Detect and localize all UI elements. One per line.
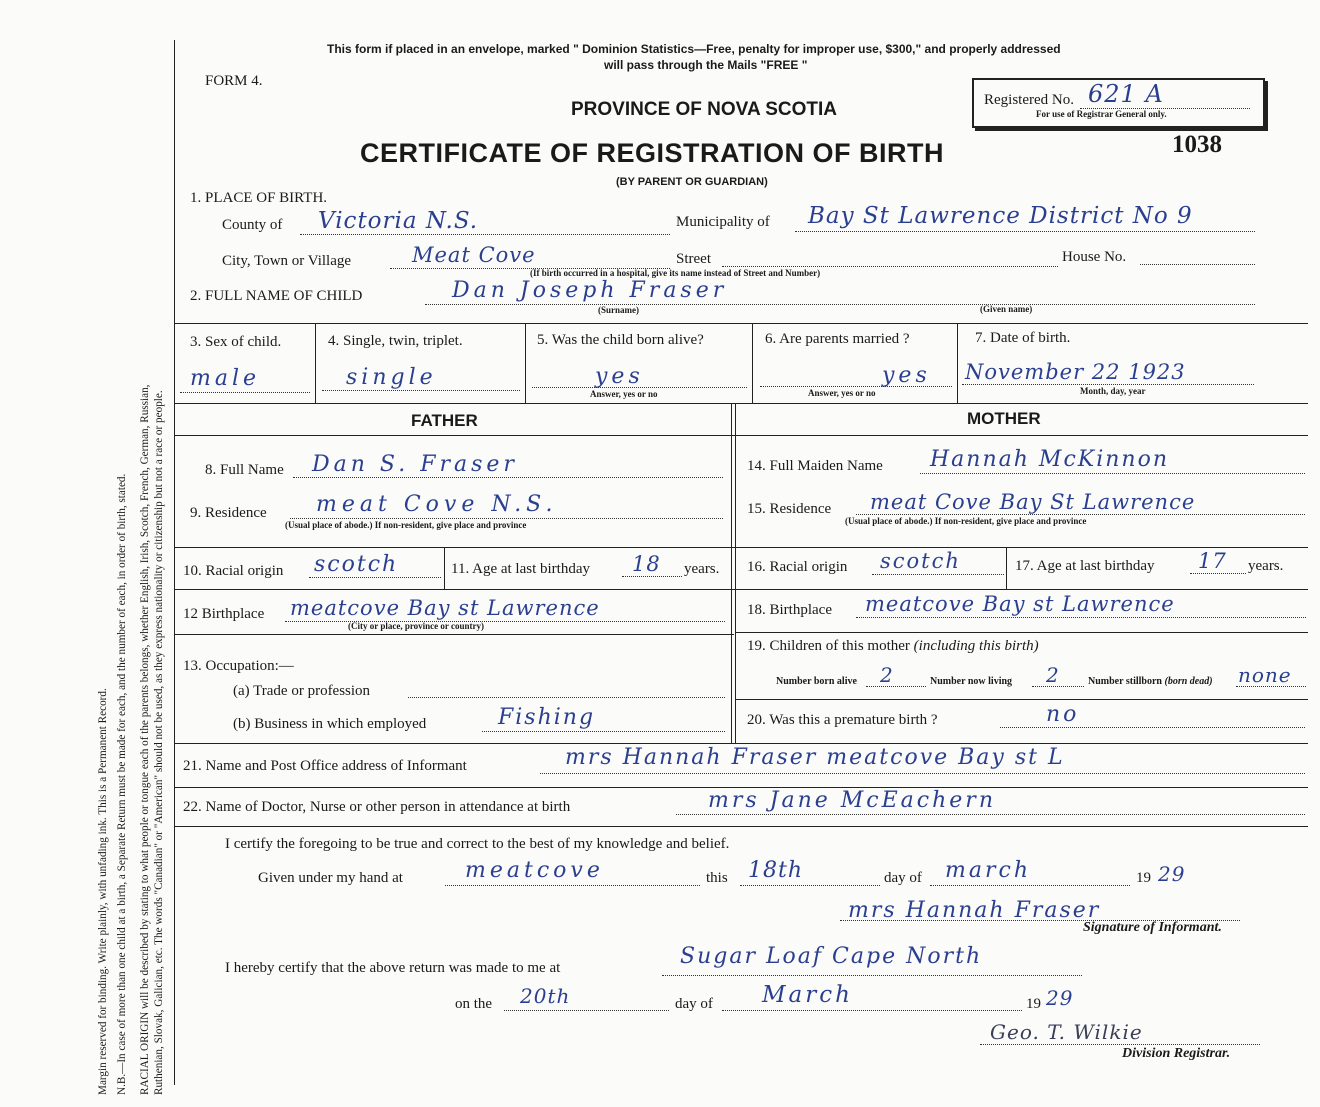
registrar-on-the-label: on the	[455, 996, 493, 1012]
registrar-signature: Geo. T. Wilkie	[990, 1020, 1143, 1044]
father-birthplace-value: meatcove Bay st Lawrence	[290, 596, 600, 620]
now-living-count-line	[1032, 686, 1084, 687]
father-residence-value: meat Cove N.S.	[316, 492, 558, 517]
margin-note-racial-origin-1: RACIAL ORIGIN will be described by stating to what people or tongue each of the parents belongs, whether English, Irish, Scotch, French, German, Russian,	[139, 384, 151, 1095]
municipality-line	[795, 231, 1255, 232]
given-place-value: meatcove	[465, 858, 604, 883]
certificate-title: CERTIFICATE OF REGISTRATION OF BIRTH	[360, 138, 944, 168]
trade-line	[408, 697, 725, 698]
date-of-birth-value: November 22 1923	[965, 360, 1186, 384]
occupation-label: 13. Occupation:—	[183, 658, 294, 674]
business-label: (b) Business in which employed	[233, 716, 427, 732]
child-name-label: 2. FULL NAME OF CHILD	[190, 288, 363, 304]
father-age-value: 18	[632, 552, 661, 576]
born-alive-note: Answer, yes or no	[590, 389, 658, 399]
mother-age-value: 17	[1198, 549, 1227, 573]
now-living-count-value: 2	[1046, 663, 1060, 687]
street-line	[722, 266, 1058, 267]
mother-racial-origin-label: 16. Racial origin	[747, 559, 848, 575]
registered-number-value: 621 A	[1088, 80, 1164, 108]
father-mother-heading-rule	[174, 435, 1308, 436]
father-racial-origin-label: 10. Racial origin	[183, 563, 284, 579]
given-year-suffix: 29	[1158, 862, 1186, 886]
mother-racial-origin-value: scotch	[880, 549, 961, 573]
father-residence-note: (Usual place of abode.) If non-resident, give place and province	[285, 520, 527, 530]
mother-birthplace-label: 18. Birthplace	[747, 602, 832, 618]
mother-race-age-divider	[1006, 548, 1007, 589]
registrar-place-value: Sugar Loaf Cape North	[680, 944, 983, 969]
parents-married-value: yes	[882, 363, 931, 388]
row-3-7-divider-4	[957, 323, 958, 403]
sex-label: 3. Sex of child.	[190, 334, 282, 350]
father-residence-line	[290, 518, 723, 519]
city-value: Meat Cove	[412, 243, 536, 267]
premature-birth-value: no	[1046, 702, 1080, 727]
registrar-day-of-label: day of	[675, 996, 713, 1012]
given-place-line	[445, 885, 700, 886]
plurality-label: 4. Single, twin, triplet.	[328, 333, 463, 349]
business-value: Fishing	[498, 705, 596, 730]
father-race-top-rule	[174, 547, 1308, 548]
children-of-mother-label	[747, 638, 1039, 655]
row-3-7-bottom-border	[174, 403, 1308, 404]
date-of-birth-label: 7. Date of birth.	[975, 330, 1071, 346]
trade-label: (a) Trade or profession	[233, 683, 371, 699]
form-left-border	[174, 40, 175, 1085]
sex-line	[180, 392, 310, 393]
children-bottom-rule	[736, 699, 1308, 700]
business-line	[482, 731, 725, 732]
date-of-birth-note: Month, day, year	[1080, 386, 1146, 396]
mother-name-value: Hannah McKinnon	[930, 447, 1169, 472]
registrar-day-line	[504, 1010, 669, 1011]
row-3-7-divider-1	[315, 323, 316, 403]
children-of-mother-text: 19. Children of this mother	[747, 638, 910, 654]
registrar-year-prefix: 19	[1026, 996, 1041, 1012]
sex-value: male	[190, 366, 261, 391]
postal-notice-line2: will pass through the Mails "FREE "	[604, 58, 808, 72]
street-hospital-note: (If birth occurred in a hospital, give its name instead of Street and Number)	[530, 268, 821, 278]
father-name-line	[293, 477, 723, 478]
parents-married-line	[760, 386, 952, 387]
father-birthplace-note: (City or place, province or country)	[348, 621, 484, 631]
mother-age-unit: years.	[1248, 558, 1284, 574]
certification-statement: I certify the foregoing to be true and correct to the best of my knowledge and belief.	[225, 836, 730, 852]
child-surname-note: (Surname)	[598, 305, 639, 315]
premature-birth-line	[1000, 727, 1305, 728]
mother-residence-note: (Usual place of abode.) If non-resident, give place and province	[845, 516, 1087, 526]
mother-birthplace-line	[856, 617, 1306, 618]
certificate-subtitle: (BY PARENT OR GUARDIAN)	[616, 176, 768, 188]
attendant-value: mrs Jane McEachern	[708, 788, 996, 813]
city-label: City, Town or Village	[222, 253, 352, 269]
mother-birthplace-value: meatcove Bay st Lawrence	[865, 592, 1175, 616]
father-name-value: Dan S. Fraser	[312, 452, 518, 477]
mother-residence-value: meat Cove Bay St Lawrence	[870, 490, 1196, 514]
margin-note-binding: Margin reserved for binding. Write plainly, with unfading ink. This is a Permanent Record.	[97, 688, 109, 1095]
father-mother-divider-2	[735, 403, 736, 743]
plurality-value: single	[346, 365, 437, 390]
division-registrar-label: Division Registrar.	[1122, 1046, 1231, 1061]
stillborn-count-line	[1236, 686, 1306, 687]
informant-value: mrs Hannah Fraser meatcove Bay st L	[565, 745, 1065, 770]
registrar-day-value: 20th	[520, 984, 571, 1008]
mother-residence-label: 15. Residence	[747, 501, 832, 517]
stamp-number: 1038	[1172, 131, 1222, 158]
registrar-year-suffix: 29	[1046, 986, 1074, 1010]
house-number-line	[1140, 264, 1255, 265]
registered-number-label: Registered No.	[984, 92, 1074, 108]
father-age-label: 11. Age at last birthday	[451, 561, 590, 577]
province-heading: PROVINCE OF NOVA SCOTIA	[571, 99, 838, 120]
father-racial-origin-line	[309, 577, 441, 578]
stillborn-count-note: (born dead)	[1164, 676, 1213, 687]
date-of-birth-line	[962, 384, 1254, 385]
father-residence-label: 9. Residence	[190, 505, 267, 521]
born-alive-count-line	[866, 686, 926, 687]
father-mother-divider	[731, 403, 732, 743]
registrar-month-line	[722, 1010, 1022, 1011]
municipality-value: Bay St Lawrence District No 9	[808, 203, 1193, 229]
stillborn-count-value: none	[1238, 663, 1292, 687]
given-this-label: this	[706, 870, 728, 886]
county-label: County of	[222, 217, 283, 233]
born-alive-count-value: 2	[880, 663, 894, 687]
father-age-line	[622, 576, 682, 577]
child-name-value: Dan Joseph Fraser	[452, 278, 728, 303]
given-month-value: march	[945, 858, 1031, 883]
informant-signature: mrs Hannah Fraser	[848, 898, 1101, 923]
plurality-line	[322, 390, 520, 391]
mother-heading: MOTHER	[967, 409, 1041, 428]
now-living-count-label: Number now living	[930, 676, 1013, 687]
father-heading: FATHER	[411, 411, 478, 430]
row-3-7-divider-3	[752, 323, 753, 403]
informant-label: 21. Name and Post Office address of Informant	[183, 758, 467, 774]
mother-age-label: 17. Age at last birthday	[1015, 558, 1155, 574]
born-alive-value: yes	[595, 364, 644, 389]
given-year-prefix: 19	[1136, 870, 1151, 886]
given-month-line	[930, 885, 1130, 886]
given-under-label: Given under my hand at	[258, 870, 403, 886]
registrar-statement: I hereby certify that the above return was made to me at	[225, 960, 561, 976]
given-day-of-label: day of	[884, 870, 922, 886]
house-number-label: House No.	[1062, 249, 1127, 265]
father-racial-origin-value: scotch	[314, 552, 399, 577]
child-name-line	[425, 304, 1255, 305]
mother-residence-line	[856, 514, 1305, 515]
row-3-7-divider-2	[525, 323, 526, 403]
municipality-label: Municipality of	[676, 214, 770, 230]
father-mother-bottom-rule	[174, 743, 1308, 744]
registrar-only-note: For use of Registrar General only.	[1036, 109, 1167, 119]
place-of-birth-heading: 1. PLACE OF BIRTH.	[190, 190, 328, 206]
father-name-label: 8. Full Name	[205, 462, 284, 478]
given-day-value: 18th	[748, 858, 804, 883]
stillborn-count-text: Number stillborn	[1088, 676, 1162, 687]
born-alive-label: 5. Was the child born alive?	[537, 332, 704, 348]
row-3-7-top-border	[174, 323, 1308, 324]
registrar-place-line	[662, 975, 1082, 976]
stillborn-count-label	[1088, 676, 1213, 687]
registrar-month-value: March	[762, 982, 853, 1008]
mother-name-label: 14. Full Maiden Name	[747, 458, 883, 474]
parents-married-note: Answer, yes or no	[808, 388, 876, 398]
father-race-bottom-rule	[174, 589, 1308, 590]
county-line	[300, 234, 670, 235]
father-birthplace-label: 12 Birthplace	[183, 606, 265, 622]
born-alive-line	[532, 387, 747, 388]
father-age-unit: years.	[684, 561, 720, 577]
mother-birthplace-bottom-rule	[736, 632, 1308, 633]
given-day-line	[740, 885, 880, 886]
child-given-name-note: (Given name)	[980, 304, 1033, 314]
born-alive-count-label: Number born alive	[776, 676, 857, 687]
father-birthplace-bottom-rule	[174, 634, 734, 635]
registrar-signature-line	[980, 1044, 1260, 1045]
postal-notice-line1: This form if placed in an envelope, marked " Dominion Statistics—Free, penalty for improper use, $300," and properly addressed	[327, 42, 1061, 56]
premature-birth-label: 20. Was this a premature birth ?	[747, 712, 938, 728]
mother-name-line	[920, 473, 1305, 474]
children-of-mother-note: (including this birth)	[913, 638, 1039, 654]
signature-of-informant-label: Signature of Informant.	[1083, 920, 1222, 935]
father-race-age-divider	[444, 548, 445, 589]
mother-age-line	[1190, 573, 1246, 574]
mother-racial-origin-line	[872, 574, 1004, 575]
margin-note-multiple-births: N.B.—In case of more than one child at a birth, a Separate Return must be made for each, and the number of each, in order of birth, stated.	[116, 473, 128, 1095]
attendant-line	[676, 814, 1305, 815]
form-number: FORM 4.	[205, 73, 263, 89]
county-value: Victoria N.S.	[318, 208, 479, 234]
attendant-label: 22. Name of Doctor, Nurse or other person in attendance at birth	[183, 799, 571, 815]
attendant-bottom-rule	[174, 826, 1308, 827]
margin-note-racial-origin-2: Ruthenian, Slovak, Galician, etc. The words "Canadian" or "American" should not be used, as they express nationality or citizenship but not a race or people.	[153, 390, 165, 1095]
parents-married-label: 6. Are parents married ?	[765, 331, 910, 347]
informant-line	[540, 773, 1305, 774]
street-label: Street	[676, 251, 711, 267]
